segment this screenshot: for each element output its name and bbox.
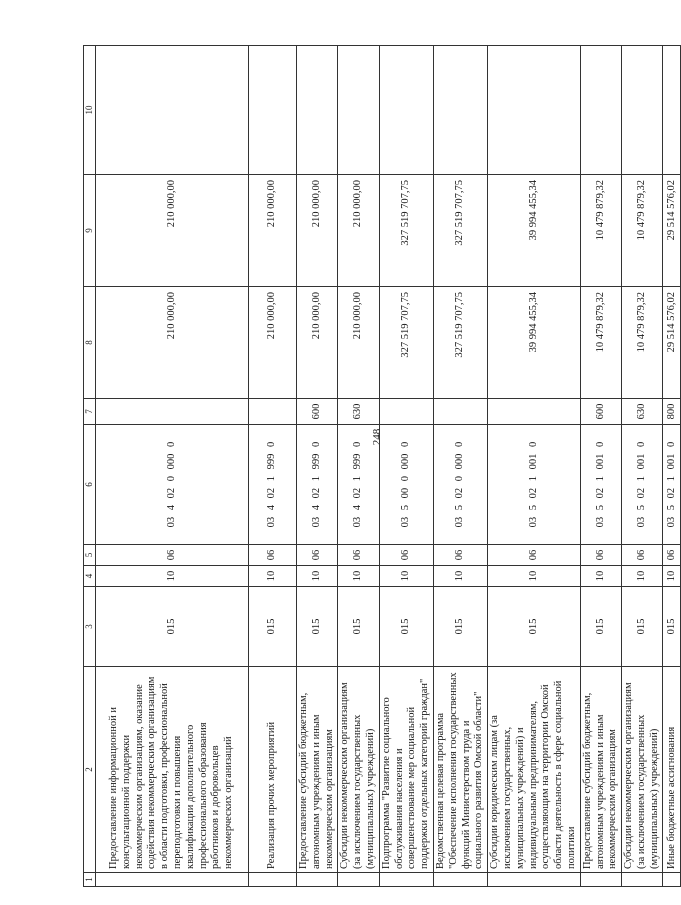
row-marker-cell (338, 873, 379, 887)
target-article-cell: 03 5 02 1 001 0 (622, 425, 663, 545)
amount-cell (95, 46, 248, 175)
header-cell: 4 (84, 566, 96, 587)
row-name-cell: Предоставление субсидий бюджетным, автономным учреждениям и иным некоммерческим организациям (580, 667, 621, 873)
ministry-code-cell: 015 (488, 587, 581, 667)
amount-cell: 210 000,00 (248, 175, 296, 287)
header-cell: 10 (84, 46, 96, 175)
section-code-cell: 10 (488, 566, 581, 587)
amount-cell: 10 479 879,32 (622, 287, 663, 399)
amount-cell (488, 46, 581, 175)
table-row (248, 46, 296, 887)
row-marker-cell (663, 873, 681, 887)
row-name-cell: Субсидии юридическим лицам (за исключением государственных, муниципальных учреждений) и индивидуальным предпринимателям, осуществляющим на территории Омской области деятельность в сфере социальной политики (488, 667, 581, 873)
header-cell: 2 (84, 667, 96, 873)
expense-type-cell (95, 399, 248, 425)
page-number: 248 (371, 428, 383, 446)
ministry-code-cell: 015 (95, 587, 248, 667)
amount-cell: 210 000,00 (296, 175, 337, 287)
row-name-cell: Субсидии некоммерческим организациям (за исключением государственных (муниципальных) учреждений) (622, 667, 663, 873)
row-marker-cell (95, 873, 248, 887)
header-cell: 5 (84, 545, 96, 566)
section-code-cell: 10 (95, 566, 248, 587)
section-code-cell: 10 (338, 566, 379, 587)
row-marker-cell (580, 873, 621, 887)
header-cell: 9 (84, 175, 96, 287)
table-row (663, 46, 681, 887)
row-marker-cell (248, 873, 296, 887)
section-code-cell: 10 (248, 566, 296, 587)
table-row (338, 46, 379, 887)
amount-cell: 10 479 879,32 (580, 287, 621, 399)
amount-cell: 327 519 707,75 (379, 175, 433, 287)
subsection-code-cell: 06 (488, 545, 581, 566)
expense-type-cell: 800 (663, 399, 681, 425)
amount-cell (580, 46, 621, 175)
amount-cell: 39 994 455,34 (488, 287, 581, 399)
table-row (296, 46, 337, 887)
amount-cell (379, 46, 433, 175)
row-name-cell: Ведомственная целевая программа "Обеспечение исполнения государственных функций Министерством труда и социального развития Омской области" (433, 667, 487, 873)
amount-cell (433, 46, 487, 175)
section-code-cell: 10 (296, 566, 337, 587)
subsection-code-cell: 06 (338, 545, 379, 566)
amount-cell: 210 000,00 (248, 287, 296, 399)
amount-cell: 29 514 576,02 (663, 175, 681, 287)
ministry-code-cell: 015 (433, 587, 487, 667)
target-article-cell: 03 5 02 1 001 0 (663, 425, 681, 545)
row-marker-cell (296, 873, 337, 887)
subsection-code-cell: 06 (248, 545, 296, 566)
header-row (84, 46, 96, 887)
expense-type-cell (433, 399, 487, 425)
expense-type-cell: 600 (580, 399, 621, 425)
target-article-cell: 03 4 02 1 999 0 (248, 425, 296, 545)
amount-cell (663, 46, 681, 175)
table-row (433, 46, 487, 887)
header-cell: 3 (84, 587, 96, 667)
expense-type-cell (379, 399, 433, 425)
row-name-cell: Иные бюджетные ассигнования (663, 667, 681, 873)
row-name-cell: Предоставление информационной и консультационной поддержки некоммерческим организациям, оказание содействия некоммерческим организациям в области подготовки, профессиональной переподготовки и повышения квалификации дополнительного профессионального образования работников и добровольцев некоммерческих организаций (95, 667, 248, 873)
amount-cell: 39 994 455,34 (488, 175, 581, 287)
section-code-cell: 10 (622, 566, 663, 587)
row-marker-cell (433, 873, 487, 887)
table-row (95, 46, 248, 887)
row-name-cell: Субсидии некоммерческим организациям (за исключением государственных (муниципальных) учреждений) (338, 667, 379, 873)
ministry-code-cell: 015 (622, 587, 663, 667)
expense-type-cell: 630 (622, 399, 663, 425)
table-row (622, 46, 663, 887)
target-article-cell: 03 4 02 1 999 0 (338, 425, 379, 545)
amount-cell (338, 46, 379, 175)
section-code-cell: 10 (433, 566, 487, 587)
header-cell: 6 (84, 425, 96, 545)
amount-cell: 327 519 707,75 (379, 287, 433, 399)
amount-cell: 327 519 707,75 (433, 287, 487, 399)
amount-cell: 10 479 879,32 (622, 175, 663, 287)
ministry-code-cell: 015 (296, 587, 337, 667)
section-code-cell: 10 (663, 566, 681, 587)
amount-cell (296, 46, 337, 175)
subsection-code-cell: 06 (622, 545, 663, 566)
subsection-code-cell: 06 (379, 545, 433, 566)
target-article-cell: 03 5 00 0 000 0 (379, 425, 433, 545)
header-cell: 1 (84, 873, 96, 887)
ministry-code-cell: 015 (379, 587, 433, 667)
target-article-cell: 03 5 02 1 001 0 (488, 425, 581, 545)
amount-cell: 210 000,00 (296, 287, 337, 399)
table-row (379, 46, 433, 887)
amount-cell: 210 000,00 (338, 175, 379, 287)
expense-type-cell: 600 (296, 399, 337, 425)
target-article-cell: 03 4 02 0 000 0 (95, 425, 248, 545)
amount-cell: 327 519 707,75 (433, 175, 487, 287)
target-article-cell: 03 5 02 0 000 0 (433, 425, 487, 545)
header-cell: 8 (84, 287, 96, 399)
amount-cell: 210 000,00 (95, 175, 248, 287)
target-article-cell: 03 5 02 1 001 0 (580, 425, 621, 545)
budget-table (83, 45, 681, 887)
ministry-code-cell: 015 (580, 587, 621, 667)
table-row (580, 46, 621, 887)
section-code-cell: 10 (379, 566, 433, 587)
amount-cell (622, 46, 663, 175)
ministry-code-cell: 015 (338, 587, 379, 667)
header-cell: 7 (84, 399, 96, 425)
amount-cell: 210 000,00 (338, 287, 379, 399)
subsection-code-cell: 06 (296, 545, 337, 566)
subsection-code-cell: 06 (95, 545, 248, 566)
row-name-cell: Подпрограмма "Развитие социального обслуживания населения и совершенствование мер социальной поддержки отдельных категорий граждан" (379, 667, 433, 873)
row-marker-cell (622, 873, 663, 887)
row-marker-cell (488, 873, 581, 887)
amount-cell: 210 000,00 (95, 287, 248, 399)
subsection-code-cell: 06 (663, 545, 681, 566)
target-article-cell: 03 4 02 1 999 0 (296, 425, 337, 545)
ministry-code-cell: 015 (663, 587, 681, 667)
row-name-cell: Предоставление субсидий бюджетным, автономным учреждениям и иным некоммерческим организациям (296, 667, 337, 873)
section-code-cell: 10 (580, 566, 621, 587)
subsection-code-cell: 06 (580, 545, 621, 566)
amount-cell (248, 46, 296, 175)
expense-type-cell (248, 399, 296, 425)
amount-cell: 10 479 879,32 (580, 175, 621, 287)
subsection-code-cell: 06 (433, 545, 487, 566)
row-marker-cell (379, 873, 433, 887)
ministry-code-cell: 015 (248, 587, 296, 667)
amount-cell: 29 514 576,02 (663, 287, 681, 399)
expense-type-cell: 630 (338, 399, 379, 425)
expense-type-cell (488, 399, 581, 425)
table-row (488, 46, 581, 887)
rotated-page (83, 46, 677, 887)
row-name-cell: Реализация прочих мероприятий (248, 667, 296, 873)
